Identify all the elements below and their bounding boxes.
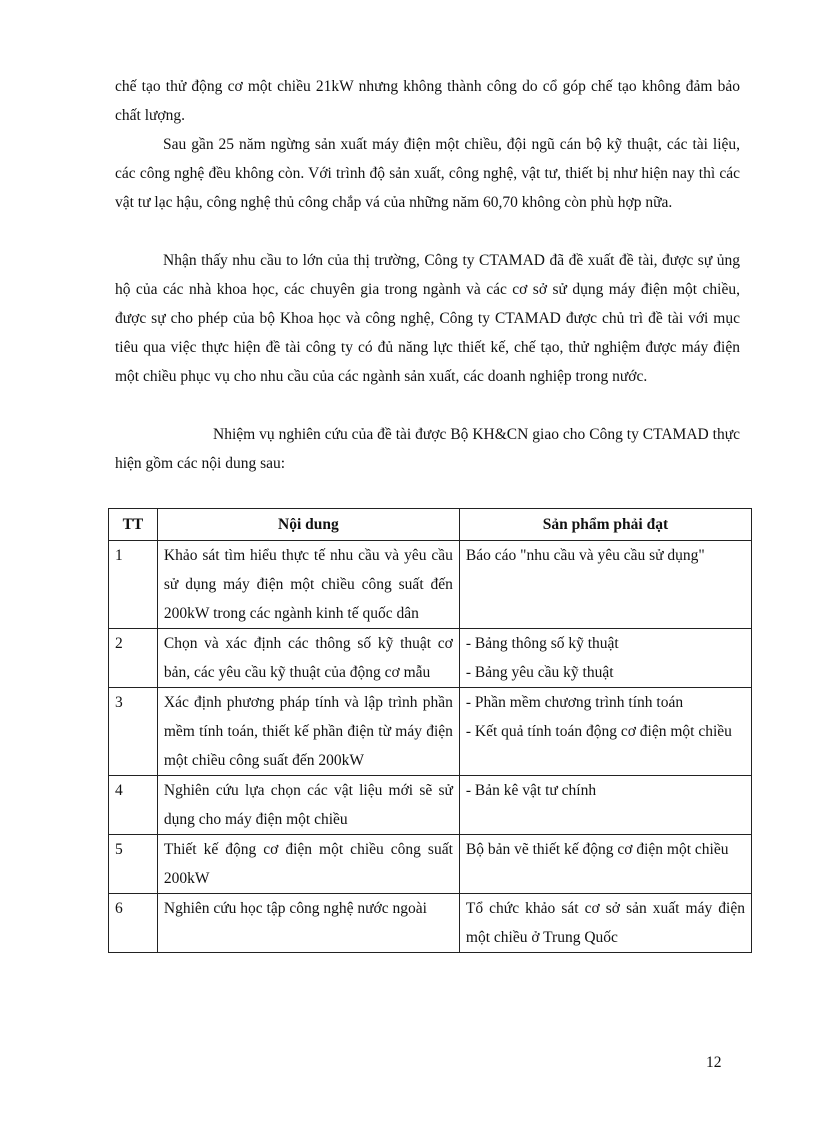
product-line: Bộ bản vẽ thiết kế động cơ điện một chiều <box>465 841 729 858</box>
table-row <box>109 835 752 894</box>
row-tt: 3 <box>109 688 158 776</box>
row-product <box>459 835 751 894</box>
header-tt: TT <box>109 509 158 541</box>
row-tt: 6 <box>109 894 158 953</box>
header-product: Sản phẩm phải đạt <box>459 509 751 541</box>
table-row <box>109 688 752 776</box>
page-number: 12 <box>706 1054 722 1071</box>
product-line: - Bảng thông số kỹ thuật <box>465 635 619 652</box>
row-product <box>459 688 751 776</box>
table-header-row <box>109 509 752 541</box>
paragraph-1: chế tạo thử động cơ một chiều 21kW nhưng không thành công do cổ góp chế tạo không đảm bảo chất lượng. <box>115 78 740 124</box>
product-line: Tổ chức khảo sát cơ sở sản xuất máy điện một chiều ở Trung Quốc <box>465 900 745 946</box>
row-tt: 2 <box>109 629 158 688</box>
paragraph-3: Nhận thấy nhu cầu to lớn của thị trường, Công ty CTAMAD đã đề xuất đề tài, được sự ủng hộ của các nhà khoa học, các chuyên gia trong ngành và các cơ sở sử dụng máy điện một chiều, được sự cho phép của bộ Khoa học và công nghệ, Công ty CTAMAD được chủ trì đề tài với mục tiêu qua việc thực hiện đề tài công ty có đủ năng lực thiết kế, chế tạo, thử nghiệm được máy điện một chiều phục vụ cho nhu cầu của các ngành sản xuất, các doanh nghiệp trong nước. <box>115 252 740 385</box>
product-line: - Phần mềm chương trình tính toán <box>465 694 684 711</box>
table-row <box>109 894 752 953</box>
row-product <box>459 541 751 629</box>
row-content: Chọn và xác định các thông số kỹ thuật cơ bản, các yêu cầu kỹ thuật của động cơ mẫu <box>157 629 459 688</box>
row-content: Thiết kế động cơ điện một chiều công suất 200kW <box>157 835 459 894</box>
row-content: Nghiên cứu lựa chọn các vật liệu mới sẽ sử dụng cho máy điện một chiều <box>157 776 459 835</box>
row-product <box>459 894 751 953</box>
table-row <box>109 541 752 629</box>
paragraph-4: Nhiệm vụ nghiên cứu của đề tài được Bộ KH&CN giao cho Công ty CTAMAD thực hiện gồm các nội dung sau: <box>115 426 740 472</box>
header-content: Nội dung <box>157 509 459 541</box>
row-tt: 4 <box>109 776 158 835</box>
row-tt: 5 <box>109 835 158 894</box>
row-content: Khảo sát tìm hiểu thực tế nhu cầu và yêu cầu sử dụng máy điện một chiều công suất đến 200kW trong các ngành kinh tế quốc dân <box>157 541 459 629</box>
product-line: - Bản kê vật tư chính <box>465 782 597 799</box>
table-row <box>109 776 752 835</box>
row-content: Nghiên cứu học tập công nghệ nước ngoài <box>157 894 459 953</box>
paragraph-2: Sau gần 25 năm ngừng sản xuất máy điện một chiều, đội ngũ cán bộ kỹ thuật, các tài liệu, các công nghệ đều không còn. Với trình độ sản xuất, công nghệ, vật tư, thiết bị như hiện nay thì các vật tư lạc hậu, công nghệ thủ công chắp vá của những năm 60,70 không còn phù hợp nữa. <box>115 136 740 211</box>
row-product <box>459 776 751 835</box>
product-line: - Bảng yêu cầu kỹ thuật <box>465 664 614 681</box>
row-product <box>459 629 751 688</box>
row-tt: 1 <box>109 541 158 629</box>
row-content: Xác định phương pháp tính và lập trình phần mềm tính toán, thiết kế phần điện từ máy điện một chiều công suất đến 200kW <box>157 688 459 776</box>
product-line: - Kết quả tính toán động cơ điện một chiều <box>465 723 732 740</box>
product-line: Báo cáo "nhu cầu và yêu cầu sử dụng" <box>465 547 705 564</box>
table-row <box>109 629 752 688</box>
tasks-table <box>108 508 752 953</box>
